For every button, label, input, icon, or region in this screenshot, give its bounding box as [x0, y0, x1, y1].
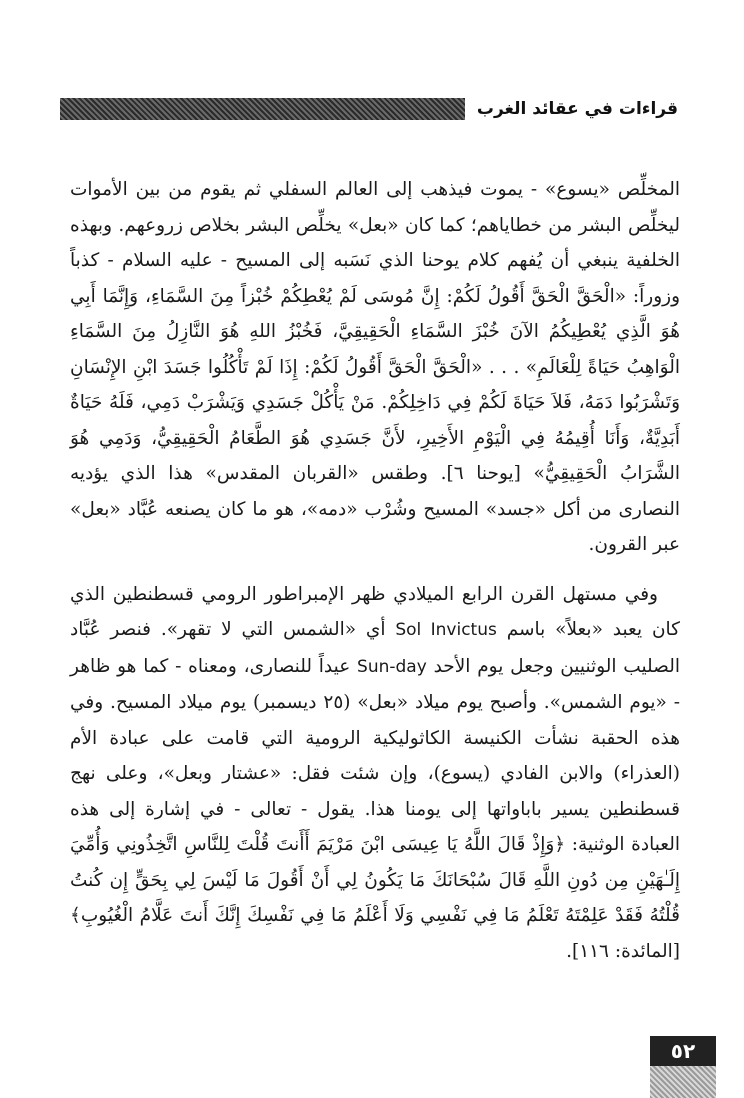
paragraph-1: المخلِّص «يسوع» - يموت فيذهب إلى العالم السفلي ثم يقوم من بين الأموات ليخلِّص البشر من خطاياهم؛ كما كان «بعل» يخلِّص البشر بخلاص زروعهم. وبهذه الخلفية ينبغي أن يُفهم كلام يوحنا الذي نَسَبه إلى المسيح - عليه السلام - كذباً وزوراً: «الْحَقَّ الْحَقَّ أَقُولُ لَكُمْ: إِنَّ مُوسَى لَمْ يُعْطِكُمْ خُبْزاً مِنَ السَّمَاءِ، وَإِنَّمَا أَبِي هُوَ الَّذِي يُعْطِيكُمُ الآنَ خُبْزَ السَّمَاءِ الْحَقِيقِيَّ، فَخُبْزُ اللهِ هُوَ النَّازِلُ مِنَ السَّمَاءِ الْوَاهِبُ حَيَاةً لِلْعَالَمِ» . . . «الْحَقَّ الْحَقَّ أَقُولُ لَكُمْ: إِذَا لَمْ تَأْكُلُوا جَسَدَ ابْنِ الإِنْسَانِ وَتَشْرَبُوا دَمَهُ، فَلاَ حَيَاةَ لَكُمْ فِي دَاخِلِكُمْ. مَنْ يَأْكُلْ جَسَدِي وَيَشْرَبْ دَمِي، فَلَهُ حَيَاةٌ أَبَدِيَّةٌ، وَأَنَا أُقِيمُهُ فِي الْيَوْمِ الأَخِيرِ، لأَنَّ جَسَدِي هُوَ الطَّعَامُ الْحَقِيقِيُّ، وَدَمِي هُوَ الشَّرَابُ الْحَقِيقِيُّ» [يوحنا ٦]. وطقس «القربان المقدس» هذا الذي يؤديه النصارى من أكل «جسد» المسيح وشُرْب «دمه»، هو ما كان يصنعه عُبَّاد «بعل» عبر القرون. — [70, 179, 680, 555]
book-title: قراءات في عقائد الغرب — [476, 99, 678, 119]
page-body — [70, 172, 680, 969]
running-header — [60, 96, 678, 122]
paragraph-2 — [70, 577, 680, 970]
latin-term-sol-invictus: Sol Invictus — [395, 620, 497, 640]
page-number: ٥٢ — [650, 1036, 716, 1066]
paragraph-2-part-b: أي «الشمس التي لا تقهر». فنصر عُبَّاد الصليب الوثنيين وجعل يوم الأحد — [70, 619, 680, 677]
header-decorative-bar — [60, 98, 465, 120]
latin-term-sun-day: Sun-day — [357, 656, 427, 677]
paragraph-2-part-c: عيداً للنصارى، ومعناه - كما هو ظاهر - «يوم الشمس». وأصبح يوم ميلاد «بعل» (٢٥ ديسمبر) يوم ميلاد المسيح. وفي هذه الحقبة نشأت الكنيسة الكاثوليكية الرومية التي قامت على عبادة الأم (العذراء) والابن الفادي (يسوع)، وإن شئت فقل: «عشتار وبعل»، وعلى نهج قسطنطين يسير باباواتها إلى يومنا هذا. يقول - تعالى - في إشارة إلى هذه العبادة الوثنية: ﴿وَإِذْ قَالَ اللَّهُ يَا عِيسَى ابْنَ مَرْيَمَ أَأَنتَ قُلْتَ لِلنَّاسِ اتَّخِذُونِي وَأُمِّيَ إِلَـٰهَيْنِ مِن دُونِ اللَّهِ قَالَ سُبْحَانَكَ مَا يَكُونُ لِي أَنْ أَقُولَ مَا لَيْسَ لِي بِحَقٍّ إِن كُنتُ قُلْتُهُ فَقَدْ عَلِمْتَهُ تَعْلَمُ مَا فِي نَفْسِي وَلَا أَعْلَمُ مَا فِي نَفْسِكَ إِنَّكَ أَنتَ عَلَّامُ الْغُيُوبِ﴾ [المائدة: ١١٦]. — [70, 655, 680, 962]
page-number-texture — [650, 1066, 716, 1098]
paragraph-2-part-a: وفي مستهل القرن الرابع الميلادي ظهر الإمبراطور الرومي قسطنطين الذي كان يعبد «بعلاً» باسم — [70, 583, 680, 640]
